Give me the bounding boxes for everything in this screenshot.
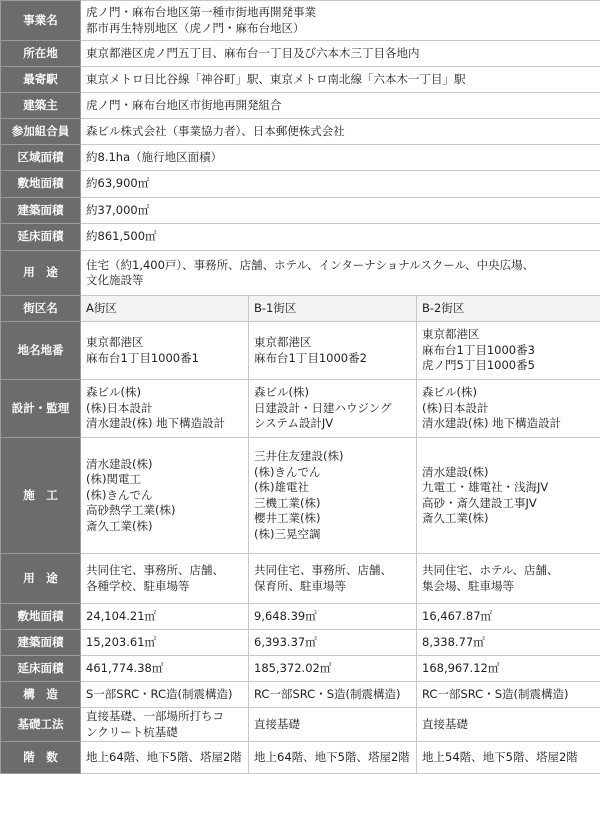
overview-row-site-area [1,171,600,198]
cell-line: (株)雄電社 [254,480,309,494]
row-value [81,119,600,145]
cell-line: 8,338.77㎡ [422,634,485,649]
cell-line: 麻布台1丁目1000番3 [422,342,535,357]
cell-line: 約37,000㎡ [86,202,150,217]
row-header: 地名地番 [1,322,81,380]
row-header: 建築面積 [1,630,81,656]
block-detail-cell [417,708,600,742]
cell-line: 東京メトロ日比谷線「神谷町」駅、東京メトロ南北線「六本木一丁目」駅 [86,71,466,86]
cell-line: 櫻井工業(株) [254,511,321,525]
block-detail-cell [249,656,417,682]
block-detail-cell [417,380,600,438]
row-header: 建築面積 [1,198,81,224]
cell-line: 九電工・雄電社・浅海JV [422,480,549,494]
cell-line: 16,467.87㎡ [422,608,493,623]
row-header: 区域面積 [1,145,81,171]
block-name-row [1,296,600,322]
row-value [81,171,600,198]
block-detail-row [1,380,600,438]
row-header: 用 途 [1,554,81,604]
cell-line: 9,648.39㎡ [254,608,317,623]
cell-line: 斎久工業(株) [422,511,489,525]
row-header: 敷地面積 [1,171,81,198]
row-header: 建築主 [1,93,81,119]
overview-row-developer [1,93,600,119]
row-header: 所在地 [1,41,81,67]
cell-line: 文化施設等 [86,273,144,287]
cell-line: 約8.1ha（施行地区面積） [86,149,223,164]
row-header: 施 工 [1,438,81,554]
block-name-cell: A街区 [81,296,249,322]
cell-line: 斎久工業(株) [86,518,153,533]
block-detail-row [1,708,600,742]
block-detail-row [1,604,600,630]
row-value [81,198,600,224]
cell-line: 三機工業(株) [254,495,321,510]
cell-line: 清水建設(株) [422,464,489,479]
row-header: 参加組合員 [1,119,81,145]
cell-line: (株)日本設計 [86,400,153,415]
cell-line: 麻布台1丁目1000番1 [86,350,199,365]
cell-line: 三井住友建設(株) [254,449,344,463]
block-detail-cell [417,656,600,682]
cell-line: 虎ノ門・麻布台地区第一種市街地再開発事業 [86,5,316,19]
overview-row-location [1,41,600,67]
block-detail-row [1,322,600,380]
block-detail-cell [417,682,600,708]
block-detail-row [1,630,600,656]
cell-line: (株)きんでん [254,464,321,479]
block-detail-cell [81,554,249,604]
cell-line: 住宅（約1,400戸）、事務所、店舗、ホテル、インターナショナルスクール、中央広場、 [86,257,535,272]
cell-line: 6,393.37㎡ [254,634,317,649]
cell-line: 麻布台1丁目1000番2 [254,350,367,365]
row-header: 基礎工法 [1,708,81,742]
cell-line: 共同住宅、事務所、店舗、 [86,563,224,577]
cell-line: 各種学校、駐車場等 [86,578,190,593]
cell-line: 森ビル(株) [254,385,309,400]
block-detail-cell [417,742,600,774]
row-value [81,1,600,41]
cell-line: 虎ノ門・麻布台地区市街地再開発組合 [86,97,282,112]
cell-line: 集会場、駐車場等 [422,578,514,593]
block-detail-cell [81,380,249,438]
row-header: 事業名 [1,1,81,41]
block-detail-cell [417,630,600,656]
block-detail-cell [81,708,249,742]
cell-line: RC一部SRC・S造(制震構造) [254,686,401,701]
cell-line: 東京都港区 [254,335,312,349]
cell-line: 地上54階、地下5階、塔屋2階 [422,749,578,764]
block-detail-cell [249,438,417,554]
row-value [81,41,600,67]
overview-row-floor-area [1,224,600,251]
cell-line: (株)三晃空調 [254,526,321,541]
block-detail-cell [249,742,417,774]
block-detail-cell [81,322,249,380]
cell-line: 共同住宅、ホテル、店舗、 [422,563,559,577]
block-detail-cell [81,742,249,774]
row-header: 延床面積 [1,656,81,682]
block-detail-cell [249,682,417,708]
cell-line: 185,372.02㎡ [254,660,332,675]
block-detail-row [1,656,600,682]
row-header: 敷地面積 [1,604,81,630]
cell-line: 高砂・斎久建設工事JV [422,495,537,510]
block-detail-cell [417,604,600,630]
row-value [81,251,600,296]
overview-row-members [1,119,600,145]
cell-line: 清水建設(株) 地下構造設計 [422,416,562,431]
block-detail-cell [81,656,249,682]
row-header: 構 造 [1,682,81,708]
overview-row-station [1,67,600,93]
cell-line: S一部SRC・RC造(制震構造) [86,686,233,701]
row-header: 階 数 [1,742,81,774]
cell-line: 直接基礎 [254,716,300,731]
block-detail-row [1,682,600,708]
cell-line: 東京都港区 [422,327,480,342]
row-value [81,145,600,171]
cell-line: 直接基礎 [422,716,468,731]
block-name-cell: B-2街区 [417,296,600,322]
block-detail-cell [249,708,417,742]
block-detail-cell [249,322,417,380]
cell-line: 461,774.38㎡ [86,660,164,675]
block-detail-cell [249,380,417,438]
row-header: 設計・監理 [1,380,81,438]
block-detail-cell [417,554,600,604]
cell-line: 共同住宅、事務所、店舗、 [254,563,392,577]
cell-line: (株)きんでん [86,487,153,502]
cell-line: 保育所、駐車場等 [254,578,346,593]
block-detail-cell [81,604,249,630]
cell-line: 地上64階、地下5階、塔屋2階 [254,749,410,764]
cell-line: 森ビル株式会社（事業協力者）、日本郵便株式会社 [86,123,345,138]
block-detail-cell [81,438,249,554]
cell-line: 東京都港区 [86,335,144,349]
row-value [81,224,600,251]
block-detail-cell [417,322,600,380]
overview-row-project-name [1,1,600,41]
cell-line: 約861,500㎡ [86,229,157,244]
cell-line: 東京都港区虎ノ門五丁目、麻布台一丁目及び六本木三丁目各地内 [86,45,420,60]
cell-line: 虎ノ門5丁目1000番5 [422,358,535,373]
block-detail-cell [249,554,417,604]
cell-line: 日建設計・日建ハウジング [254,400,392,415]
cell-line: ンクリート杭基礎 [86,724,178,739]
cell-line: 森ビル(株) [86,385,141,400]
row-header: 延床面積 [1,224,81,251]
overview-row-district-area [1,145,600,171]
row-value [81,67,600,93]
cell-line: 都市再生特別地区（虎ノ門・麻布台地区） [86,20,305,35]
row-value [81,93,600,119]
overview-row-use [1,251,600,296]
block-detail-cell [249,630,417,656]
cell-line: 森ビル(株) [422,385,477,400]
row-header: 最寄駅 [1,67,81,93]
row-header: 用 途 [1,251,81,296]
block-detail-cell [249,604,417,630]
cell-line: 地上64階、地下5階、塔屋2階 [86,749,242,764]
cell-line: 24,104.21㎡ [86,608,157,623]
block-detail-row [1,438,600,554]
cell-line: (株)日本設計 [422,400,489,415]
block-detail-cell [417,438,600,554]
block-detail-row [1,742,600,774]
cell-line: 168,967.12㎡ [422,660,500,675]
block-detail-cell [81,682,249,708]
block-detail-row [1,554,600,604]
block-detail-cell [81,630,249,656]
overview-row-building-area [1,198,600,224]
cell-line: (株)関電工 [86,472,141,487]
cell-line: システム設計JV [254,416,334,431]
row-header: 街区名 [1,296,81,322]
cell-line: 直接基礎、一部場所打ちコ [86,709,224,723]
cell-line: 清水建設(株) [86,456,153,471]
cell-line: 清水建設(株) 地下構造設計 [86,416,226,431]
block-name-cell: B-1街区 [249,296,417,322]
cell-line: 15,203.61㎡ [86,634,157,649]
cell-line: 高砂熱学工業(株) [86,503,176,518]
cell-line: 約63,900㎡ [86,176,150,191]
cell-line: RC一部SRC・S造(制震構造) [422,686,569,701]
